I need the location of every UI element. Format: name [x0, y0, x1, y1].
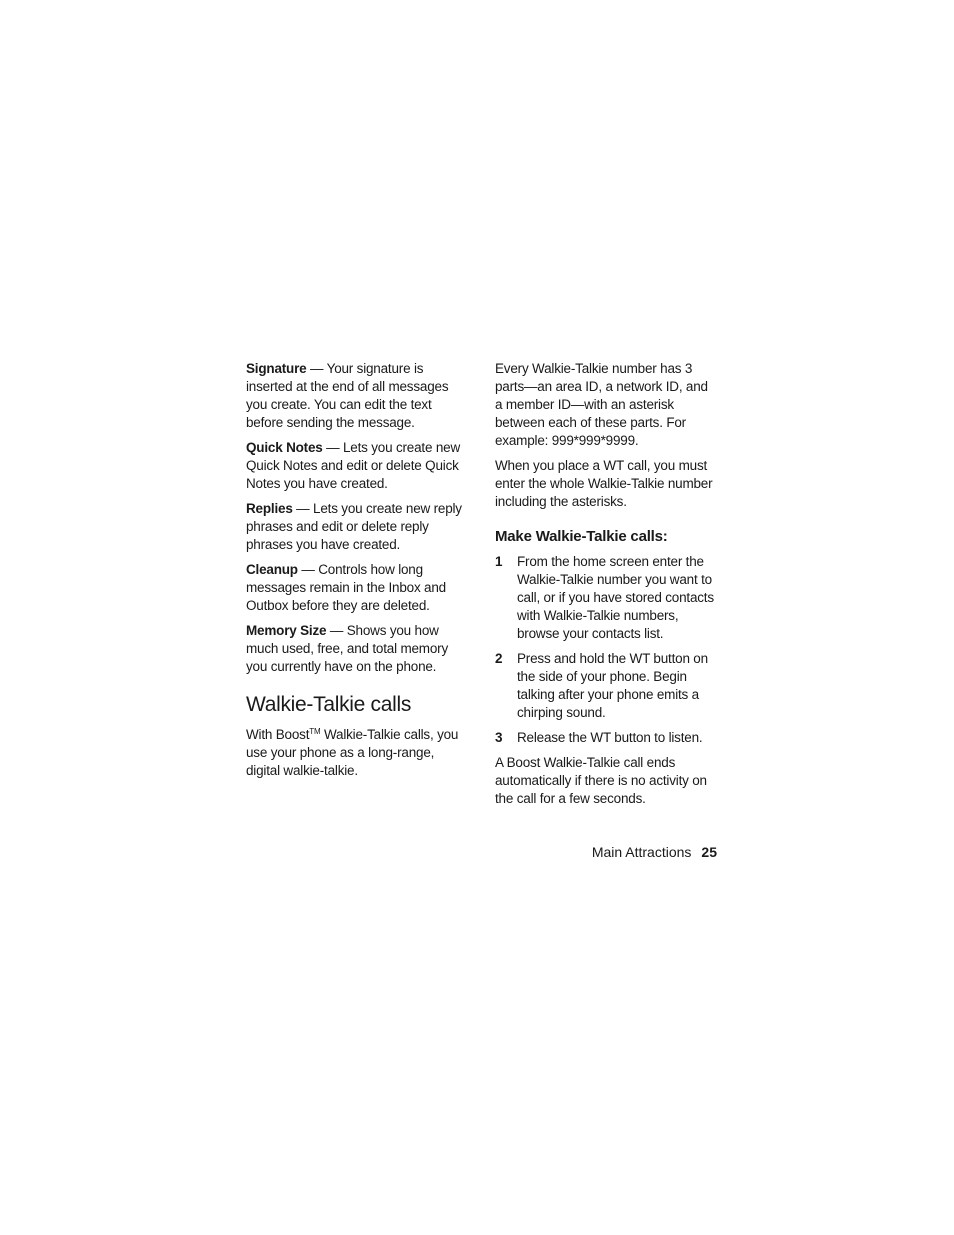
definition-cleanup	[246, 561, 468, 615]
definition-quick-notes	[246, 439, 468, 493]
step-text: From the home screen enter the Walkie-Talkie number you want to call, or if you have stored contacts with Walkie-Talkie numbers, browse your contacts list.	[517, 554, 714, 641]
intro-paragraph	[246, 726, 468, 780]
definition-description: — Shows you how much used, free, and total memory you currently have on the phone.	[246, 623, 448, 674]
definition-description: — Lets you create new Quick Notes and edit or delete Quick Notes you have created.	[246, 440, 461, 491]
steps-list	[495, 553, 717, 747]
step-number: 2	[495, 651, 503, 666]
step-number: 3	[495, 730, 503, 745]
asterisk-paragraph: When you place a WT call, you must enter the whole Walkie-Talkie number including the asterisks.	[495, 458, 713, 509]
definition-replies	[246, 500, 468, 554]
step-item	[495, 553, 717, 643]
definition-term: Cleanup	[246, 562, 298, 577]
section-heading: Walkie-Talkie calls	[246, 693, 412, 716]
definition-description: — Your signature is inserted at the end of all messages you create. You can edit the text before sending the message.	[246, 361, 449, 430]
definition-signature	[246, 360, 468, 432]
trademark-mark: TM	[309, 727, 321, 736]
definition-term: Replies	[246, 501, 293, 516]
definition-term: Signature	[246, 361, 307, 376]
definition-description: — Lets you create new reply phrases and edit or delete reply phrases you have created.	[246, 501, 462, 552]
step-item	[495, 729, 717, 747]
definition-term: Memory Size	[246, 623, 327, 638]
number-format-paragraph: Every Walkie-Talkie number has 3 parts—an area ID, a network ID, and a member ID—with an asterisk between each of these parts. For example: 999*999*9999.	[495, 361, 708, 448]
intro-before: With Boost	[246, 727, 310, 742]
step-text: Release the WT button to listen.	[517, 730, 703, 745]
step-item	[495, 650, 717, 722]
step-number: 1	[495, 554, 503, 569]
left-column	[246, 360, 468, 787]
sub-heading: Make Walkie-Talkie calls:	[495, 528, 668, 545]
definition-memory-size	[246, 622, 468, 676]
intro-after: Walkie-Talkie calls, you use your phone as a long-range, digital walkie-talkie.	[246, 727, 459, 778]
page-footer	[560, 843, 717, 861]
definition-term: Quick Notes	[246, 440, 323, 455]
page-number: 25	[701, 844, 717, 860]
step-text: Press and hold the WT button on the side of your phone. Begin talking after your phone emits a chirping sound.	[517, 651, 708, 720]
footer-section-title: Main Attractions	[591, 844, 692, 860]
closing-paragraph: A Boost Walkie-Talkie call ends automatically if there is no activity on the call for a few seconds.	[495, 755, 707, 806]
right-column	[495, 360, 717, 815]
definition-description: — Controls how long messages remain in the Inbox and Outbox before they are deleted.	[246, 562, 446, 613]
